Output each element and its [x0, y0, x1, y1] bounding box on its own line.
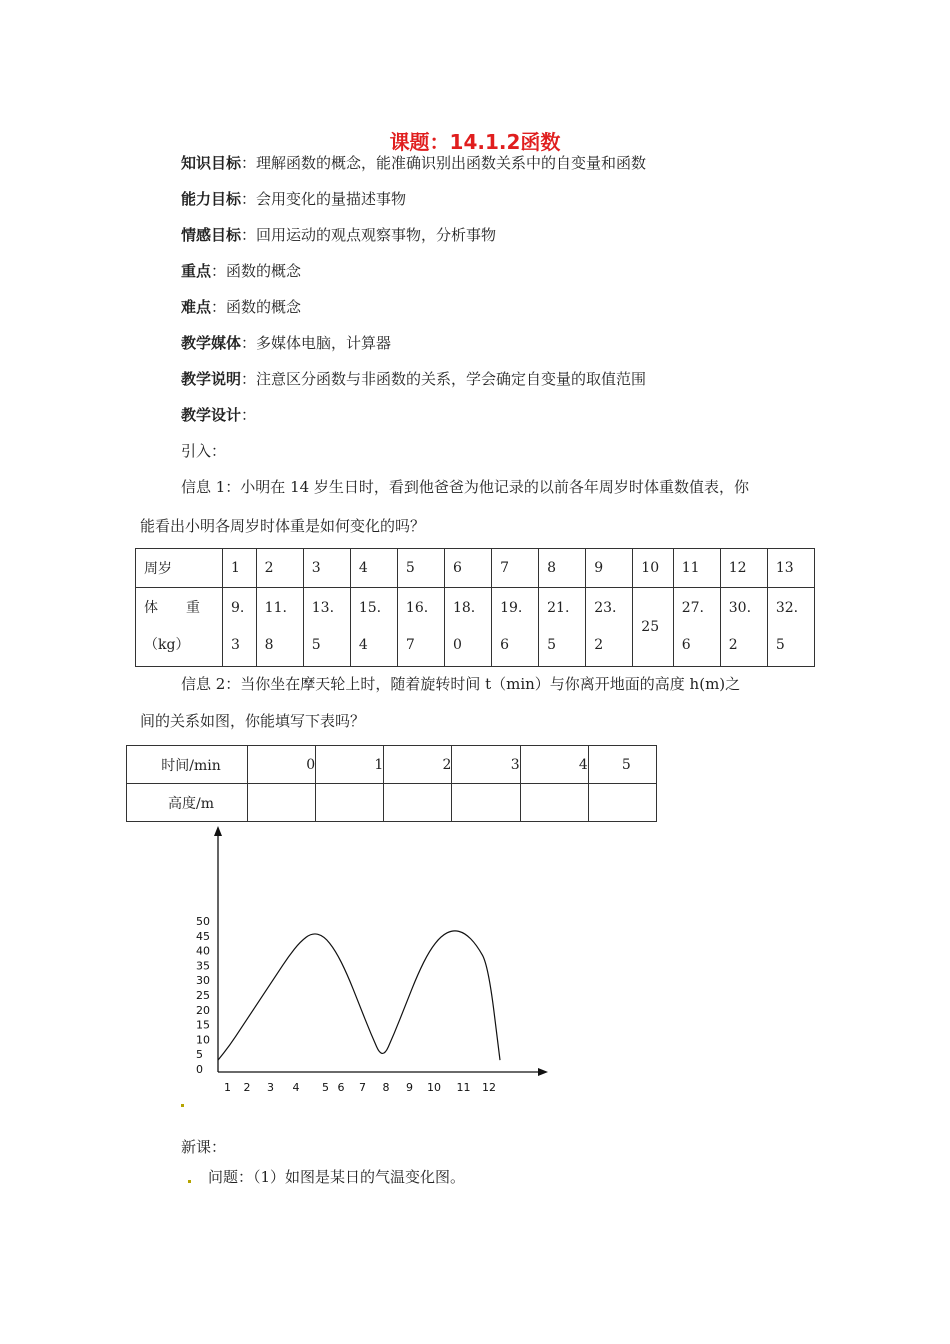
x-tick-label: 5: [322, 1081, 329, 1094]
question-1: 问题：（1）如图是某日的气温变化图。: [208, 1168, 466, 1186]
x-axis-arrow: [538, 1068, 548, 1076]
objective-text: ：多媒体电脑，计算器: [241, 334, 392, 352]
objective-label: 重点: [181, 262, 212, 280]
weight-value-top: 9.: [231, 600, 245, 616]
weight-header-a: 体 重: [144, 600, 200, 616]
objective-label: 教学说明: [181, 370, 242, 388]
weight-value-top: 15.: [358, 600, 382, 616]
weight-value-bottom: 0: [452, 637, 462, 653]
time-cell: 5: [588, 746, 656, 784]
objective-text: ：会用变化的量描述事物: [241, 190, 407, 208]
y-axis-arrow: [214, 826, 222, 836]
weight-value-bottom: 3: [231, 637, 240, 653]
weight-value-bottom: 5: [311, 637, 321, 653]
weight-header-b: （kg）: [144, 637, 190, 653]
age-cell: 8: [539, 549, 586, 588]
objective-text: ：函数的概念: [211, 262, 302, 280]
objective-ability: [181, 188, 406, 209]
table-row: [136, 588, 815, 667]
info1-line2: 能看出小明各周岁时体重是如何变化的吗？: [140, 517, 426, 535]
objective-text: ：理解函数的概念，能准确识别出函数关系中的自变量和函数: [241, 154, 647, 172]
weight-cell: [444, 588, 491, 667]
weight-value-top: 21.: [547, 600, 570, 616]
weight-table: [135, 548, 815, 667]
objective-label: 难点: [181, 298, 212, 316]
age-cell: 4: [350, 549, 397, 588]
y-tick-label: 30: [196, 974, 210, 988]
age-cell: 6: [444, 549, 491, 588]
height-cell[interactable]: [384, 784, 452, 822]
weight-cell: [303, 588, 350, 667]
weight-value-top: 25: [641, 618, 660, 635]
weight-value-bottom: 5: [547, 637, 557, 653]
weight-cell: [767, 588, 814, 667]
time-height-table: [126, 745, 657, 822]
height-header: 高度/m: [127, 784, 248, 822]
weight-cell: [720, 588, 767, 667]
objective-label: 能力目标: [181, 190, 242, 208]
age-cell: 13: [767, 549, 814, 588]
weight-value-top: 19.: [500, 600, 523, 616]
weight-value-bottom: 5: [775, 637, 785, 653]
time-cell: 2: [384, 746, 452, 784]
weight-value-bottom: 6: [500, 637, 509, 653]
age-cell: 9: [586, 549, 633, 588]
weight-cell: [223, 588, 257, 667]
age-cell: 11: [673, 549, 720, 588]
x-tick-label: 3: [267, 1081, 274, 1094]
y-tick-label: 25: [196, 989, 210, 1002]
weight-value-top: 18.: [452, 600, 476, 616]
weight-value-top: 27.: [681, 600, 704, 616]
objective-text: ：函数的概念: [211, 298, 302, 316]
marker-dot: [188, 1180, 191, 1183]
difficult-point: [181, 296, 301, 317]
weight-value-bottom: 2: [728, 637, 738, 653]
x-tick-label: 11: [456, 1081, 471, 1094]
teaching-design: [181, 404, 256, 425]
objective-text: ：: [241, 406, 257, 424]
age-cell: 7: [492, 549, 539, 588]
y-tick-label: 20: [196, 1003, 210, 1017]
time-cell: 0: [248, 746, 316, 784]
table-row: [127, 746, 657, 784]
weight-value-bottom: 6: [681, 637, 691, 653]
time-cell: 1: [316, 746, 384, 784]
weight-value-bottom: 2: [594, 637, 604, 653]
x-tick-label: 6: [337, 1081, 345, 1094]
weight-value-bottom: 8: [264, 637, 274, 653]
time-cell: 4: [520, 746, 588, 784]
x-tick-label: 4: [292, 1081, 300, 1094]
intro-heading: 引入：: [181, 442, 227, 460]
y-tick-label: 0: [196, 1063, 203, 1076]
key-point: [181, 260, 301, 281]
height-time-chart: [180, 822, 560, 1102]
weight-value-top: 32.: [775, 600, 799, 616]
objective-label: 情感目标: [181, 226, 242, 244]
weight-value-top: 16.: [405, 600, 429, 616]
objective-emotion: [181, 224, 496, 245]
x-tick-label: 1: [224, 1081, 231, 1094]
age-cell: 10: [633, 549, 673, 588]
height-cell[interactable]: [588, 784, 656, 822]
info2-line1: 信息 2：当你坐在摩天轮上时，随着旋转时间 t（min）与你离开地面的高度 h(m)之: [181, 675, 741, 693]
weight-header: [136, 588, 223, 667]
time-header: 时间/min: [127, 746, 248, 784]
time-cell: 3: [452, 746, 520, 784]
weight-cell: [397, 588, 444, 667]
y-tick-label: 15: [196, 1018, 210, 1032]
age-cell: 5: [397, 549, 444, 588]
new-lesson-heading: 新课：: [181, 1138, 227, 1156]
x-tick-label: 10: [427, 1081, 441, 1094]
y-tick-label: 50: [196, 915, 210, 928]
teaching-media: [181, 332, 391, 353]
weight-value-top: 11.: [264, 600, 287, 616]
info1-line1: 信息 1：小明在 14 岁生日时，看到他爸爸为他记录的以前各年周岁时体重数值表，你: [181, 478, 749, 496]
objective-knowledge: [181, 152, 646, 173]
x-tick-label: 2: [243, 1081, 251, 1094]
height-cell[interactable]: [316, 784, 384, 822]
weight-value-top: 13.: [311, 600, 335, 616]
y-tick-label: 5: [196, 1048, 203, 1062]
age-cell: 2: [256, 549, 303, 588]
table-row: [136, 549, 815, 588]
weight-value-bottom: 7: [405, 637, 415, 653]
age-cell: 12: [720, 549, 767, 588]
y-tick-label: 45: [196, 929, 210, 943]
age-cell: 1: [223, 549, 257, 588]
age-cell: 3: [303, 549, 350, 588]
marker-dot: [181, 1104, 184, 1107]
y-tick-label: 10: [196, 1033, 210, 1047]
teaching-notes: [181, 368, 646, 389]
x-tick-label: 8: [382, 1081, 390, 1094]
page-title: 课题：14.1.2函数: [389, 130, 561, 154]
height-cell[interactable]: [520, 784, 588, 822]
weight-value-top: 23.: [594, 600, 617, 616]
weight-cell: [492, 588, 539, 667]
weight-cell: [256, 588, 303, 667]
weight-value-top: 30.: [728, 600, 752, 616]
weight-cell: [633, 588, 673, 667]
weight-value-bottom: 4: [358, 637, 368, 653]
weight-cell: [539, 588, 586, 667]
objective-label: 教学媒体: [181, 334, 242, 352]
weight-cell: [586, 588, 633, 667]
y-tick-label: 35: [196, 959, 210, 973]
age-header: 周岁: [136, 549, 223, 588]
height-curve: [218, 931, 500, 1060]
weight-cell: [673, 588, 720, 667]
x-tick-label: 12: [482, 1081, 496, 1094]
weight-cell: [350, 588, 397, 667]
height-cell[interactable]: [248, 784, 316, 822]
objective-label: 教学设计: [181, 406, 242, 424]
height-cell[interactable]: [452, 784, 520, 822]
objective-text: ：回用运动的观点观察事物，分析事物: [241, 226, 497, 244]
objective-text: ：注意区分函数与非函数的关系，学会确定自变量的取值范围: [241, 370, 647, 388]
x-tick-label: 9: [406, 1081, 413, 1094]
y-tick-label: 40: [196, 944, 210, 958]
x-tick-label: 7: [359, 1081, 366, 1094]
objective-label: 知识目标: [181, 154, 242, 172]
info2-line2: 间的关系如图，你能填写下表吗？: [140, 712, 366, 730]
table-row: [127, 784, 657, 822]
